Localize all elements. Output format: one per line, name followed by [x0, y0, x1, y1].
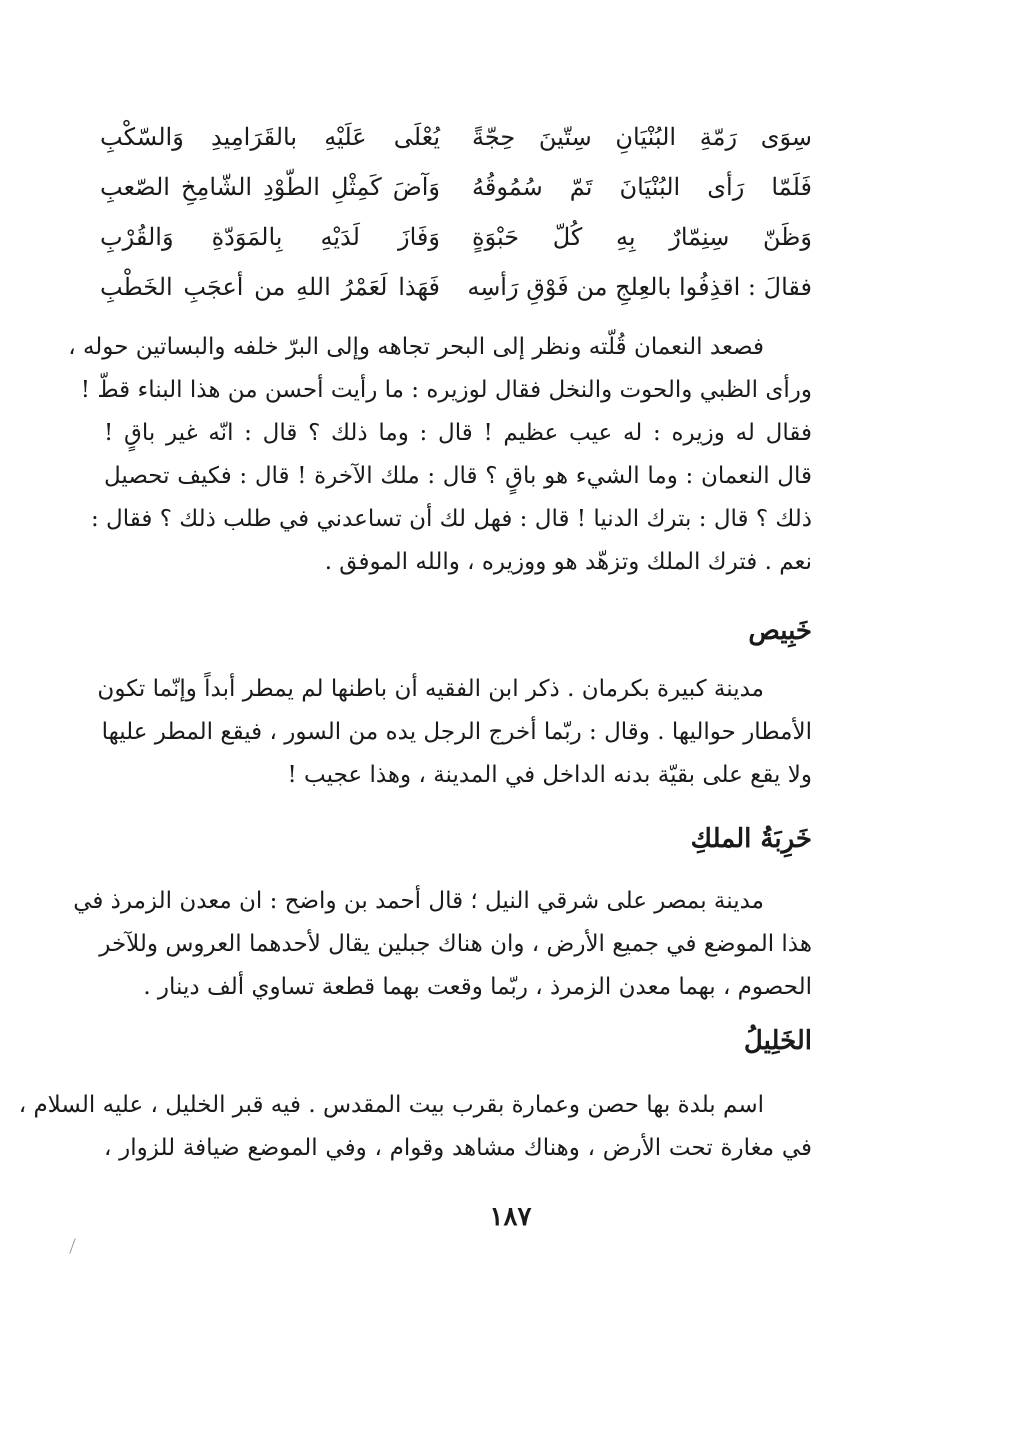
poem-second-hemistich: فَهَذا لَعَمْرُ اللهِ من أعجَبِ الخَطْبِ — [100, 273, 440, 301]
text-line: قال النعمان : وما الشيء هو باقٍ ؟ قال : ملك الآخرة ! قال : فكيف تحصيل — [104, 463, 812, 489]
text-line: الحصوم ، بهما معدن الزمرذ ، ربّما وقعت بهما قطعة تساوي ألف دينار . — [143, 974, 812, 1000]
text-line: الأمطار حواليها . وقال : ربّما أخرج الرجل يده من السور ، فيقع المطر عليها — [101, 719, 812, 745]
poem-verse — [100, 162, 812, 212]
page-number: ١٨٧ — [489, 1202, 532, 1232]
poem-first-hemistich: فَلَمّا رَأى البُنْيَانَ تَمّ سُمُوقُهُ — [472, 173, 812, 201]
poem-first-hemistich: وَظَنّ سِنِمّارٌ بِهِ كُلّ حَبْوَةٍ — [472, 223, 812, 251]
poem-second-hemistich: وَآضَ كَمِثْلِ الطّوْدِ الشّامِخِ الصّعبِ — [100, 173, 440, 201]
poem-second-hemistich: يُعْلَى عَلَيْهِ بالقَرَامِيدِ وَالسّكْبِ — [100, 123, 440, 151]
paragraph-numan-story — [68, 326, 812, 584]
text-line: اسم بلدة بها حصن وعمارة بقرب بيت المقدس . فيه قبر الخليل ، عليه السلام ، — [18, 1092, 764, 1118]
entry-heading-kharibat-al-malik: خَرِبَةُ الملكِ — [690, 824, 812, 854]
paragraph-khabis — [97, 668, 812, 797]
poem-block — [100, 112, 812, 312]
paragraph-al-khalil — [18, 1084, 812, 1170]
poem-first-hemistich: فقالَ : اقذِفُوا بالعِلجِ من فَوْقِ رَأسِه — [467, 273, 812, 301]
entry-heading-al-khalil: الخَلِيلُ — [743, 1026, 812, 1056]
text-line: هذا الموضع في جميع الأرض ، وان هناك جبلين يقال لأحدهما العروس وللآخر — [99, 931, 812, 957]
text-line: فقال له وزيره : له عيب عظيم ! قال : وما ذلك ؟ قال : انّه غير باقٍ ! — [104, 420, 812, 446]
text-line: نعم . فترك الملك وتزهّد هو ووزيره ، والله الموفق . — [324, 549, 812, 575]
text-line: مدينة كبيرة بكرمان . ذكر ابن الفقيه أن باطنها لم يمطر أبداً وإنّما تكون — [97, 676, 764, 702]
poem-verse — [100, 212, 812, 262]
text-line: فصعد النعمان قُلّته ونظر إلى البحر تجاهه وإلى البرّ خلفه والبساتين حوله ، — [68, 334, 764, 360]
text-line: ولا يقع على بقيّة بدنه الداخل في المدينة ، وهذا عجيب ! — [287, 762, 812, 788]
text-line: ورأى الظبي والحوت والنخل فقال لوزيره : ما رأيت أحسن من هذا البناء قطّ ! — [80, 377, 812, 403]
text-line: ذلك ؟ قال : بترك الدنيا ! قال : فهل لك أن تساعدني في طلب ذلك ؟ فقال : — [90, 506, 812, 532]
poem-verse — [100, 112, 812, 162]
text-line: في مغارة تحت الأرض ، وهناك مشاهد وقوام ، وفي الموضع ضيافة للزوار ، — [104, 1135, 812, 1161]
poem-second-hemistich: وَفَازَ لَدَيْهِ بِالمَوَدّةِ وَالقُرْبِ — [100, 223, 440, 251]
poem-verse — [100, 262, 812, 312]
text-line: مدينة بمصر على شرقي النيل ؛ قال أحمد بن واضح : ان معدن الزمرذ في — [73, 888, 764, 914]
paragraph-kharibat-al-malik — [73, 880, 812, 1009]
scan-speck — [69, 1238, 75, 1253]
entry-heading-khabis: خَبِيص — [748, 616, 812, 646]
poem-first-hemistich: سِوَى رَمّةِ البُنْيَانِ سِتّينَ حِجّةً — [472, 123, 812, 151]
